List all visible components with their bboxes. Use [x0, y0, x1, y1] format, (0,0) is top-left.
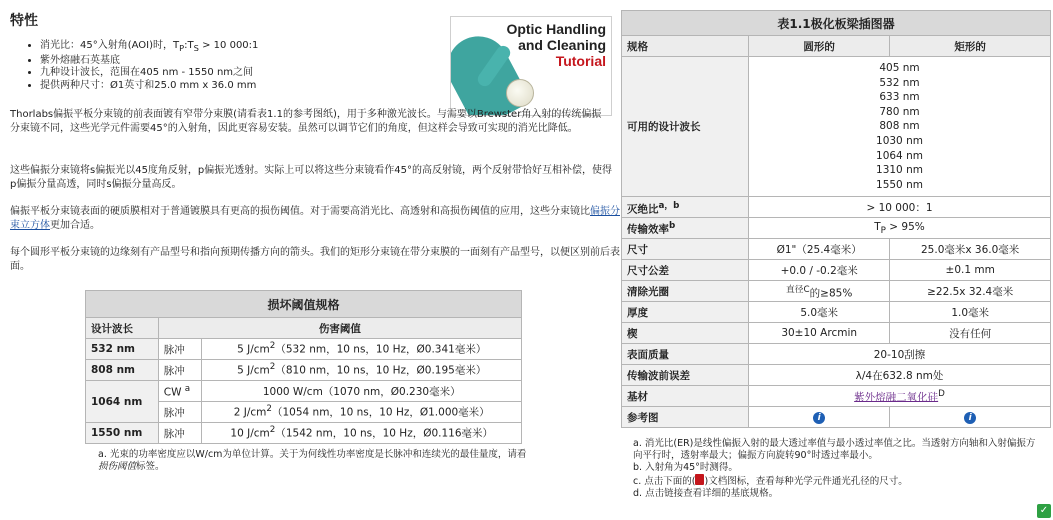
table-row: 808 nm 脉冲 5 $J/cm^2(810$ nm，10 ns，10 Hz，Ø0.195毫米） [86, 360, 522, 381]
table-row: 1550 nm 脉冲 10 $J/cm^2(1542$ nm，10 ns，10 Hz，Ø0.116毫米） [86, 423, 522, 444]
damage-threshold-table [85, 290, 522, 444]
table-row: 尺寸 Ø1"（25.4毫米） 25.0毫米x 36.0毫米 [622, 239, 1051, 260]
table-caption: 损坏阈值规格 [86, 291, 522, 318]
feature-item: • 紫外熔融石英基底 [40, 55, 258, 68]
column-header: 设计波长 [86, 318, 159, 339]
optic-handling-tutorial-banner[interactable] [450, 16, 612, 116]
footnote: b. 入射角为45°时测得。 [633, 462, 738, 473]
pbs-cube-link[interactable]: 偏振分束立方体 [10, 206, 620, 231]
damage-table-footnote: a. 光束的功率密度应以W/cm为单位计算。关于为何线性功率密度是长脉冲和连续光的最佳量度，请看损伤阈值标签。 [98, 449, 527, 472]
table-row: 尺寸公差 +0.0 / -0.2毫米 ±0.1 mm [622, 260, 1051, 281]
table-row: 1064 nm CW $^a$ 1000 W/cm（1070 nm，Ø0.230毫米） [86, 381, 522, 402]
feature-list [26, 40, 258, 92]
column-header: 伤害阈值 [158, 318, 521, 339]
footnote: d. 点击链接查看详细的基底规格。 [633, 488, 779, 499]
column-header: 规格 [622, 36, 749, 57]
lens-image [506, 79, 534, 107]
footnote: c. 点击下面的( )文档图标，查看每种光学元件通光孔径的尺寸。 [633, 476, 908, 487]
checkmark-icon: ✓ [1037, 504, 1051, 518]
description-paragraph: 这些偏振分束镜将s偏振光以45度角反射，p偏振光透射。实际上可以将这些分束镜看作45°的高反射镜，两个反射带恰好互相补偿，使得p偏振分量高透，同时s偏振分量高反。 [10, 165, 613, 190]
info-icon[interactable]: i [964, 412, 976, 424]
table-caption: 表1.1极化板梁插图器 [622, 11, 1051, 36]
column-header: 矩形的 [890, 36, 1051, 57]
table-row: 基材 紫外熔融二氧化硅$^D$ [622, 386, 1051, 407]
table-row: 传输效率$^b$ $T_P > 95\%$ [622, 218, 1051, 239]
feature-item: • 消光比：45°入射角(AOI)时，$T_P:T_S > 10$ 000:1 [40, 40, 258, 55]
table-row: 楔 30±10 Arcmin 没有任何 [622, 323, 1051, 344]
page-title: 特性 [10, 13, 38, 29]
substrate-link[interactable]: 紫外熔融二氧化硅 [854, 391, 939, 404]
table-row: 清除光圈 $^{直径C}$的≥85% ≥22.5x 32.4毫米 [622, 281, 1051, 302]
table-row: 532 nm 脉冲 5 $J/cm^2(532$ nm，10 ns，10 Hz，Ø0.341毫米） [86, 339, 522, 360]
table-row: 表面质量 20-10刮擦 [622, 344, 1051, 365]
spec-table-footnotes [633, 438, 1043, 500]
feature-item: • 九种设计波长，范围在405 nm - 1550 nm之间 [40, 67, 258, 80]
table-row: 可用的设计波长 405 nm 532 nm 633 nm 780 nm 808 nm 1030 nm 1064 nm 1310 nm 1550 nm [622, 57, 1051, 197]
description-paragraph: Thorlabs偏振平板分束镜的前表面镀有窄带分束膜(请看表1.1的参考图纸)，用于多种激光波长。与需要以Brewster角入射的传统偏振分束镜不同，这些光学元件需要45°的入射角，因此更容易安装。虽然可以调节它们的角度，但这样会导致可实现的消光比降低。 [10, 109, 602, 134]
table-row: 参考图 i i [622, 407, 1051, 428]
table-row: 厚度 5.0毫米 1.0毫米 [622, 302, 1051, 323]
table-row: 灭绝比$^{a,b}$ > 10 000：1 [622, 197, 1051, 218]
footnote: a. 消光比(ER)是线性偏振入射的最大透过率值与最小透过率值之比。当透射方向轴和入射偏振方向平行时，透射率最大；偏振方向旋转90°时透过率最小。 [633, 438, 1036, 461]
info-icon[interactable]: i [813, 412, 825, 424]
table-row: 传输波前误差 λ/4在632.8 nm处 [622, 365, 1051, 386]
spec-table [621, 10, 1051, 428]
description-paragraph: 偏振平板分束镜表面的硬质膜相对于普通镀膜具有更高的损伤阈值。对于需要高消光比、高透射和高损伤阈值的应用，这些分束镜比偏振分束立方体更加合适。 [10, 206, 620, 231]
table-row: 脉冲 2 $J/cm^2(1054$ nm，10 ns，10 Hz，Ø1.000毫米） [86, 402, 522, 423]
column-header: 圆形的 [749, 36, 890, 57]
description-paragraph: 每个圆形平板分束镜的边缘刻有产品型号和指向预期传播方向的箭头。我们的矩形分束镜在带分束膜的一面刻有产品型号，以便区别前后表面。 [10, 247, 620, 272]
banner-text: Optic Handling and Cleaning Tutorial [506, 21, 606, 69]
feature-item: • 提供两种尺寸：Ø1英寸和25.0 mm x 36.0 mm [40, 80, 258, 93]
wavelength-list: 405 nm 532 nm 633 nm 780 nm 808 nm 1030 nm 1064 nm 1310 nm 1550 nm [749, 57, 1051, 197]
